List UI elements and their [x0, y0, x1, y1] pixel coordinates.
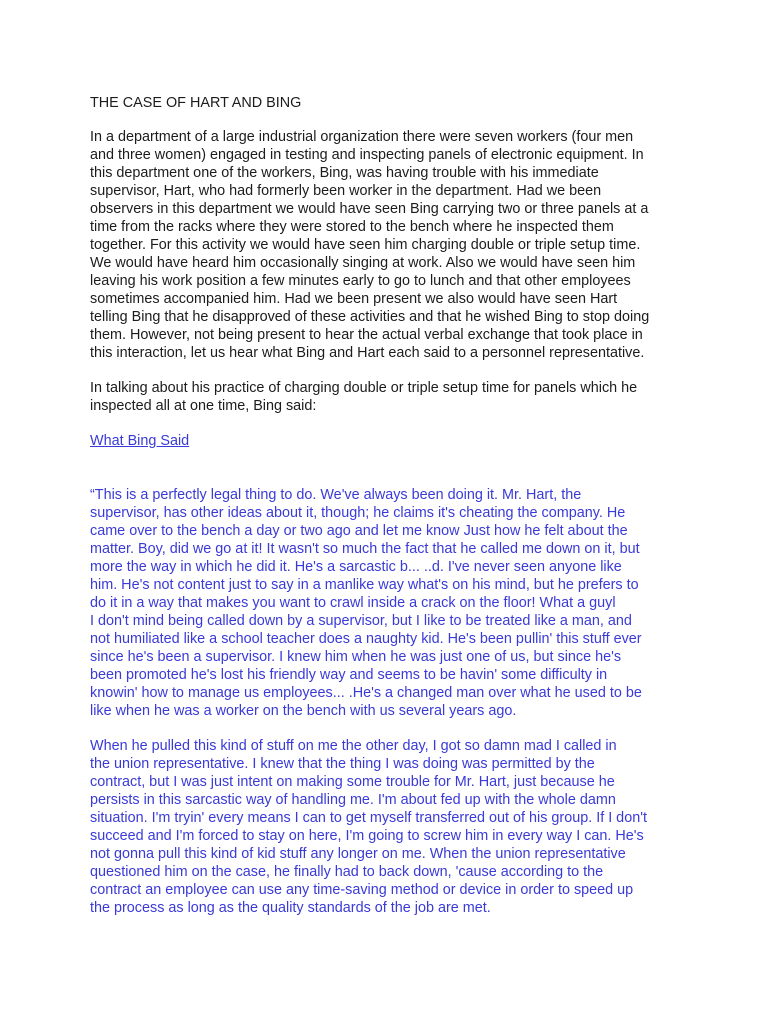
quote-line: contract, but I was just intent on making some trouble for Mr. Hart, just because he: [90, 774, 615, 790]
quote-line: contract an employee can use any time-saving method or device in order to speed up: [90, 882, 634, 898]
quote-line: him. He's not content just to say in a manlike way what's on his mind, but he prefers to: [90, 577, 639, 593]
quote-line: persists in this sarcastic way of handling me. I'm about fed up with the whole damn: [90, 792, 616, 808]
quote-line: not humiliated like a school teacher does a naughty kid. He's been pullin' this stuff ever: [90, 631, 642, 647]
paragraph-line: this department one of the workers, Bing, was having trouble with his immediate: [90, 165, 599, 181]
quote-line: supervisor, has other ideas about it, though; he claims it's cheating the company. He: [90, 505, 626, 521]
paragraph-line: observers in this department we would have seen Bing carrying two or three panels at a: [90, 201, 649, 217]
quote-line: not gonna pull this kind of kid stuff any longer on me. When the union representative: [90, 846, 626, 862]
quote-line: do it in a way that makes you want to crawl inside a crack on the floor! What a guyl: [90, 595, 616, 611]
paragraph-line: and three women) engaged in testing and inspecting panels of electronic equipment. In: [90, 147, 644, 163]
quote-line: the process as long as the quality standards of the job are met.: [90, 900, 491, 916]
paragraph-line: sometimes accompanied him. Had we been present we also would have seen Hart: [90, 291, 618, 307]
quote-line: more the way in which he did it. He's a sarcastic b... ..d. I've never seen anyone like: [90, 559, 622, 575]
quote-line: questioned him on the case, he finally had to back down, 'cause according to the: [90, 864, 604, 880]
paragraph-line: inspected all at one time, Bing said:: [90, 398, 317, 414]
quote-line: “This is a perfectly legal thing to do. We've always been doing it. Mr. Hart, the: [90, 487, 582, 503]
paragraph-line: We would have heard him occasionally singing at work. Also we would have seen him: [90, 255, 636, 271]
quote-line: When he pulled this kind of stuff on me the other day, I got so damn mad I called in: [90, 738, 617, 754]
quote-line: since he's been a supervisor. I knew him when he was just one of us, but since he's: [90, 649, 622, 665]
quote-line: came over to the bench a day or two ago and let me know Just how he felt about the: [90, 523, 628, 539]
paragraph-line: them. However, not being present to hear the actual verbal exchange that took place in: [90, 327, 643, 343]
what-bing-said-link[interactable]: What Bing Said: [90, 433, 190, 449]
quote-line: situation. I'm tryin' every means I can to get myself transferred out of his group. If I don't: [90, 810, 647, 826]
paragraph-line: leaving his work position a few minutes early to go to lunch and that other employees: [90, 273, 631, 289]
quote-line: like when he was a worker on the bench with us several years ago.: [90, 703, 517, 719]
document-title: THE CASE OF HART AND BING: [90, 95, 302, 111]
paragraph-line: supervisor, Hart, who had formerly been worker in the department. Had we been: [90, 183, 602, 199]
quote-line: matter. Boy, did we go at it! It wasn't so much the fact that he called me down on it, but: [90, 541, 640, 557]
paragraph-line: together. For this activity we would have seen him charging double or triple setup time.: [90, 237, 641, 253]
quote-line: knowin' how to manage us employees... .He's a changed man over what he used to be: [90, 685, 642, 701]
quote-line: the union representative. I knew that the thing I was doing was permitted by the: [90, 756, 595, 772]
paragraph-line: this interaction, let us hear what Bing and Hart each said to a personnel representative.: [90, 345, 645, 361]
quote-line: succeed and I'm forced to stay on here, I'm going to screw him in every way I can. He's: [90, 828, 644, 844]
paragraph-line: telling Bing that he disapproved of these activities and that he wished Bing to stop doing: [90, 309, 650, 325]
paragraph-line: time from the racks where they were stored to the bench where he inspected them: [90, 219, 614, 235]
quote-line: been promoted he's lost his friendly way and seems to be havin' some difficulty in: [90, 667, 608, 683]
paragraph-line: In talking about his practice of charging double or triple setup time for panels which he: [90, 380, 638, 396]
quote-line: I don't mind being called down by a supervisor, but I like to be treated like a man, and: [90, 613, 632, 629]
paragraph-line: In a department of a large industrial organization there were seven workers (four men: [90, 129, 634, 145]
